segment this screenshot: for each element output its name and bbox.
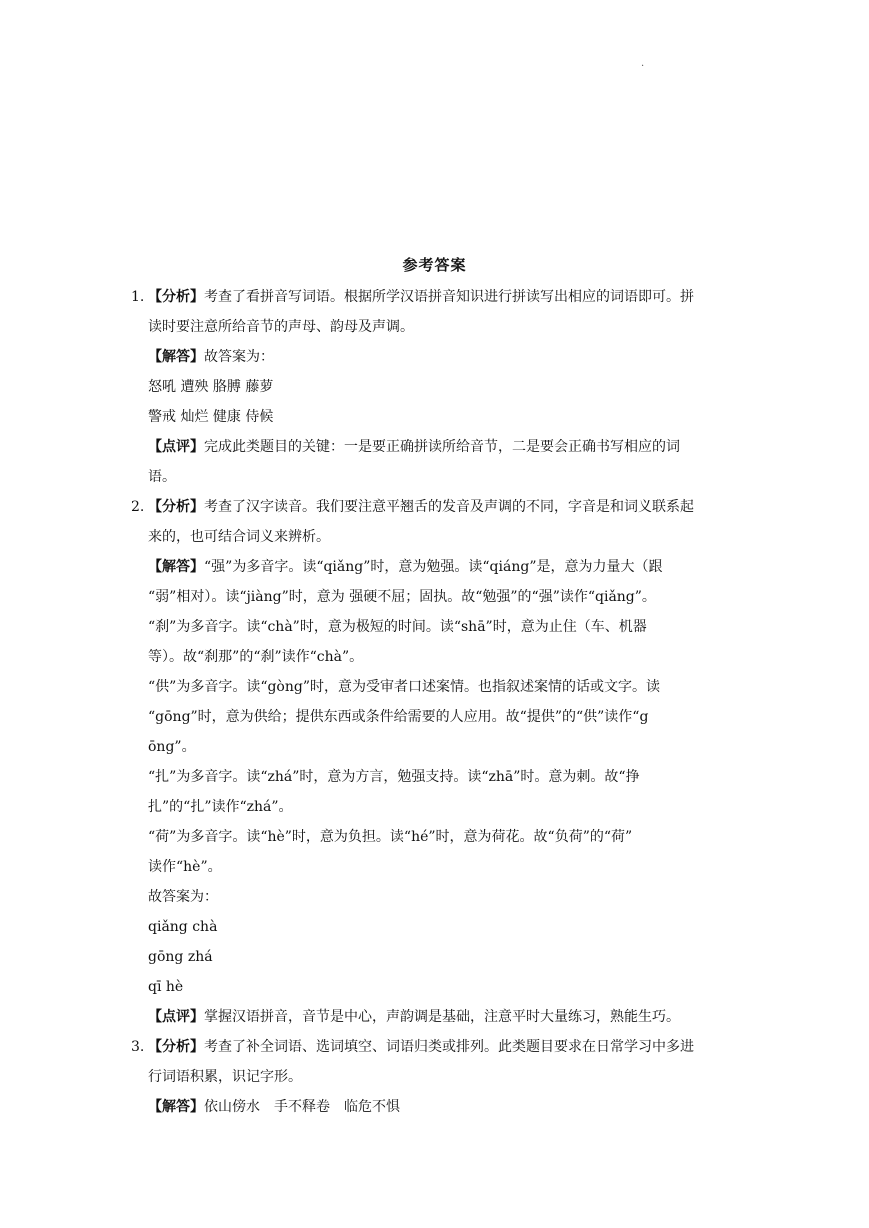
page-title: 参考答案: [402, 256, 467, 274]
q2-answer-line-1: [131, 552, 741, 582]
answer-item-1: [131, 282, 741, 492]
q2-answer-line-2: “弱”相对）。读“jiàng”时，意为 强硬不屈；固执。故“勉强”的“强”读作“qiǎng”。: [148, 589, 656, 605]
q2-answer-line-11: 读作“hè”。: [148, 859, 222, 875]
q2-answer-line-13: qiǎng chà: [148, 919, 218, 935]
q1-comment-tag: 【点评】: [148, 439, 204, 455]
q2-analysis-line-2: 来的，也可结合词义来辨析。: [148, 529, 330, 545]
q1-number: 1.: [131, 289, 145, 305]
q2-answer-line-9: 扎”的“扎”读作“zhá”。: [148, 799, 293, 815]
q1-analysis-line-2: 读时要注意所给音节的声母、韵母及声调。: [148, 319, 414, 335]
q2-answer-line-12: 故答案为：: [148, 889, 218, 905]
q2-analysis-line-1: [131, 492, 741, 522]
q1-answer-line-2: 警戒 灿烂 健康 侍候: [148, 409, 274, 425]
q3-analysis-line-2: 行词语积累，识记字形。: [148, 1069, 302, 1085]
q2-answer-line-5: “供”为多音字。读“gòng”时，意为受审者口述案情。也指叙述案情的话或文字。读: [148, 679, 660, 695]
q2-answer-line-3: “刹”为多音字。读“chà”时，意为极短的时间。读“shā”时，意为止住（车、机器: [148, 619, 647, 635]
q1-answer-heading: [131, 342, 741, 372]
q2-answer-line-14: gōng zhá: [148, 949, 213, 965]
q1-analysis-tag: 【分析】: [148, 289, 204, 305]
answer-item-2: [131, 492, 741, 1032]
q1-analysis-text-1: 考查了看拼音写词语。根据所学汉语拼音知识进行拼读写出相应的词语即可。拼: [204, 289, 694, 305]
header-mark: .: [641, 58, 645, 69]
q2-answer-text-1: “强”为多音字。读“qiǎng”时，意为勉强。读“qiáng”是，意为力量大（跟: [204, 559, 663, 575]
q1-answer-tag: 【解答】: [148, 349, 204, 365]
q2-analysis-tag: 【分析】: [148, 499, 204, 515]
q1-comment-text-1: 完成此类题目的关键：一是要正确拼读所给音节，二是要会正确书写相应的词: [204, 439, 680, 455]
answer-content: [131, 282, 741, 1122]
q2-comment-line-1: [131, 1002, 741, 1032]
q3-answer-text-1: 依山傍水 手不释卷 临危不惧: [204, 1099, 400, 1115]
q1-comment-line-1: [131, 432, 741, 462]
q2-answer-tag: 【解答】: [148, 559, 204, 575]
q2-answer-line-6: “gōng”时，意为供给；提供东西或条件给需要的人应用。故“提供”的“供”读作“g: [148, 709, 649, 725]
q1-answer-intro: 故答案为：: [204, 349, 274, 365]
q3-analysis-text-1: 考查了补全词语、选词填空、词语归类或排列。此类题目要求在日常学习中多进: [204, 1039, 694, 1055]
q3-analysis-tag: 【分析】: [148, 1039, 204, 1055]
q2-analysis-text-1: 考查了汉字读音。我们要注意平翘舌的发音及声调的不同，字音是和词义联系起: [204, 499, 694, 515]
q2-number: 2.: [131, 499, 145, 515]
q1-answer-line-1: 怒吼 遭殃 胳膊 藤萝: [148, 379, 274, 395]
answer-item-3: [131, 1032, 741, 1122]
q2-answer-line-4: 等）。故“刹那”的“刹”读作“chà”。: [148, 649, 364, 665]
q2-answer-line-8: “扎”为多音字。读“zhá”时，意为方言，勉强支持。读“zhā”时。意为刺。故“挣: [148, 769, 640, 785]
q2-comment-text-1: 掌握汉语拼音，音节是中心，声韵调是基础，注意平时大量练习，熟能生巧。: [204, 1009, 680, 1025]
q3-answer-line-1: [131, 1092, 741, 1122]
q3-analysis-line-1: [131, 1032, 741, 1062]
q2-answer-line-7: ōng”。: [148, 739, 196, 755]
q2-answer-line-15: qī hè: [148, 979, 184, 995]
q1-comment-line-2: 语。: [148, 469, 176, 485]
q2-answer-line-10: “荷”为多音字。读“hè”时，意为负担。读“hé”时，意为荷花。故“负荷”的“荷”: [148, 829, 633, 845]
q1-analysis-line-1: [131, 282, 741, 312]
q3-answer-tag: 【解答】: [148, 1099, 204, 1115]
q2-comment-tag: 【点评】: [148, 1009, 204, 1025]
q3-number: 3.: [131, 1039, 145, 1055]
